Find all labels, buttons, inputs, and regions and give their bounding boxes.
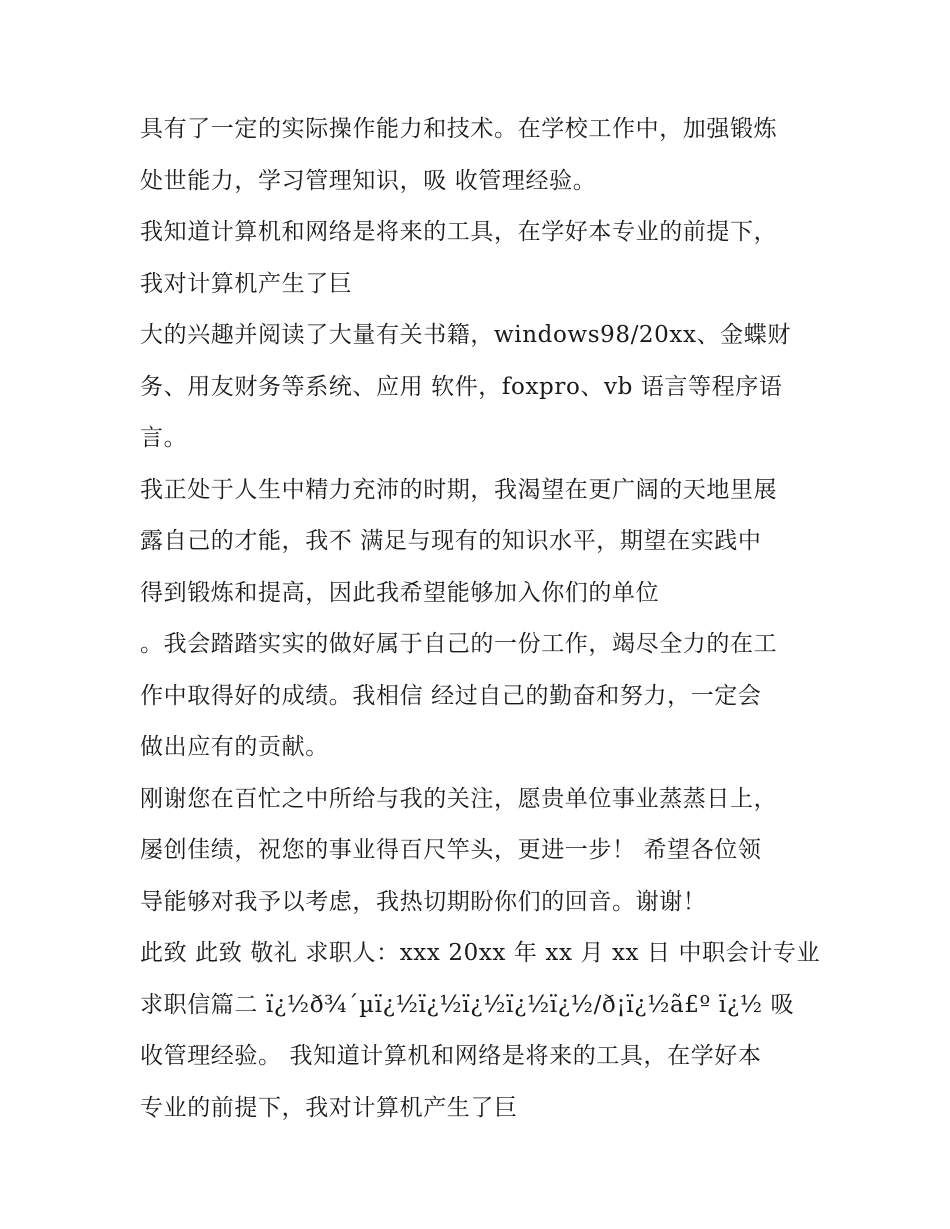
text-line: 刚谢您在百忙之中所给与我的关注，愿贵单位事业蒸蒸日上， (140, 785, 778, 812)
text-line: 导能够对我予以考虑，我热切期盼你们的回音。谢谢！ (140, 888, 707, 915)
document-body (140, 104, 830, 1134)
text-line: 露自己的才能，我不 满足与现有的知识水平，期望在实践中 (140, 528, 762, 554)
text-line: 专业的前提下，我对计算机产生了巨 (140, 1094, 518, 1121)
text-line: 此致 此致 敬礼 求职人：xxx 20xx 年 xx 月 xx 日 中职会计专业 (140, 940, 821, 966)
text-line: 务、用友财务等系统、应用 软件，foxpro、vb 语言等程序语 (140, 373, 783, 400)
text-line: 大的兴趣并阅读了大量有关书籍，windows98/20xx、金蝶财 (140, 322, 791, 348)
text-line: 我对计算机产生了巨 (140, 270, 353, 297)
text-line: 具有了一定的实际操作能力和技术。在学校工作中，加强锻炼 (140, 116, 778, 142)
text-line: 做出应有的贡献。 (140, 734, 329, 760)
text-line: 得到锻炼和提高，因此我希望能够加入你们的单位 (140, 579, 660, 606)
text-line: 求职信篇二 ï¿½ð¾´µï¿½ï¿½ï¿½ï¿½ï¿½/ð¡ï¿½ã£º ï¿½ 吸 (140, 991, 795, 1018)
text-line: 收管理经验。 我知道计算机和网络是将来的工具，在学好本 (140, 1043, 762, 1069)
text-line: 屡创佳绩，祝您的事业得百尺竿头，更进一步！ 希望各位领 (140, 837, 762, 863)
text-line: 我知道计算机和网络是将来的工具，在学好本专业的前提下， (140, 219, 778, 245)
text-line: 。我会踏踏实实的做好属于自己的一份工作，竭尽全力的在工 (140, 631, 778, 657)
text-line: 作中取得好的成绩。我相信 经过自己的勤奋和努力，一定会 (140, 682, 762, 709)
text-line: 我正处于人生中精力充沛的时期，我渴望在更广阔的天地里展 (140, 476, 778, 503)
text-line: 处世能力，学习管理知识，吸 收管理经验。 (140, 167, 597, 194)
text-line: 言。 (140, 425, 188, 451)
